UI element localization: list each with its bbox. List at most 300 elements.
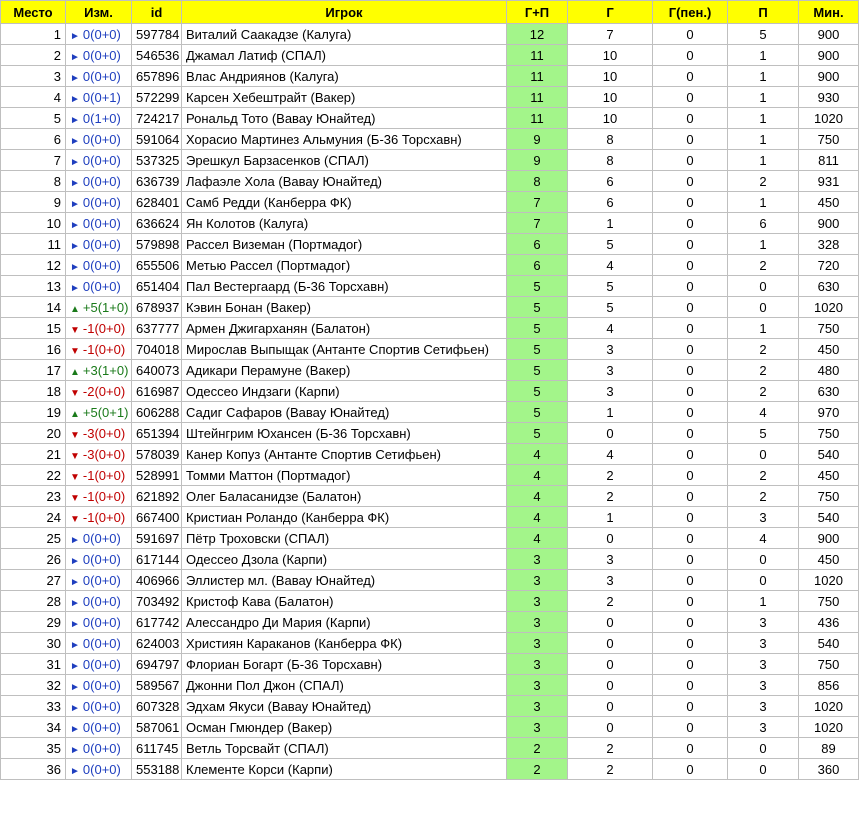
minutes-cell: 750 (799, 423, 859, 444)
goals-cell: 3 (568, 381, 653, 402)
arrow-right-icon: ► (70, 261, 80, 273)
player-cell: Одессео Индзаги (Карпи) (182, 381, 507, 402)
place-cell: 10 (1, 213, 66, 234)
arrow-right-icon: ► (70, 282, 80, 294)
player-cell: Ветль Торсвайт (СПАЛ) (182, 738, 507, 759)
change-cell (66, 129, 132, 150)
minutes-cell: 930 (799, 87, 859, 108)
minutes-cell: 1020 (799, 717, 859, 738)
place-cell: 8 (1, 171, 66, 192)
goals-assists-cell: 9 (507, 129, 568, 150)
change-value: 0(0+0) (82, 131, 121, 147)
goals-cell: 0 (568, 675, 653, 696)
minutes-cell: 450 (799, 192, 859, 213)
goals-cell: 1 (568, 507, 653, 528)
assists-cell: 1 (728, 66, 799, 87)
change-value: +5(0+1) (82, 404, 129, 420)
header-goals[interactable]: Г (568, 1, 653, 24)
table-row[interactable] (1, 465, 859, 486)
change-cell (66, 45, 132, 66)
goals-cell: 8 (568, 150, 653, 171)
place-cell: 30 (1, 633, 66, 654)
table-row[interactable] (1, 612, 859, 633)
id-cell: 651404 (132, 276, 182, 297)
player-cell: Лафаэле Хола (Вавау Юнайтед) (182, 171, 507, 192)
minutes-cell: 630 (799, 276, 859, 297)
change-cell (66, 360, 132, 381)
penalty-goals-cell: 0 (653, 444, 728, 465)
place-cell: 6 (1, 129, 66, 150)
goals-assists-cell: 3 (507, 612, 568, 633)
place-cell: 9 (1, 192, 66, 213)
change-value: 0(0+0) (82, 551, 121, 567)
goals-assists-cell: 5 (507, 381, 568, 402)
table-row[interactable] (1, 423, 859, 444)
goals-assists-cell: 3 (507, 549, 568, 570)
change-cell (66, 24, 132, 45)
goals-assists-cell: 4 (507, 444, 568, 465)
goals-assists-cell: 7 (507, 213, 568, 234)
goals-cell: 5 (568, 297, 653, 318)
header-minutes[interactable]: Мин. (799, 1, 859, 24)
change-value: 0(0+0) (82, 173, 121, 189)
player-cell: Рассел Виземан (Портмадог) (182, 234, 507, 255)
table-row[interactable] (1, 759, 859, 780)
table-row[interactable] (1, 381, 859, 402)
change-value: 0(0+0) (82, 68, 121, 84)
arrow-right-icon: ► (70, 240, 80, 252)
table-row[interactable] (1, 738, 859, 759)
change-cell (66, 150, 132, 171)
player-cell: Джонни Пол Джон (СПАЛ) (182, 675, 507, 696)
player-cell: Флориан Богарт (Б-36 Торсхавн) (182, 654, 507, 675)
id-cell: 591064 (132, 129, 182, 150)
change-cell (66, 675, 132, 696)
place-cell: 31 (1, 654, 66, 675)
place-cell: 19 (1, 402, 66, 423)
player-cell: Ян Колотов (Калуга) (182, 213, 507, 234)
header-goals-assists[interactable]: Г+П (507, 1, 568, 24)
change-cell (66, 444, 132, 465)
penalty-goals-cell: 0 (653, 255, 728, 276)
place-cell: 28 (1, 591, 66, 612)
penalty-goals-cell: 0 (653, 675, 728, 696)
table-row[interactable] (1, 339, 859, 360)
goals-cell: 0 (568, 528, 653, 549)
assists-cell: 3 (728, 654, 799, 675)
assists-cell: 2 (728, 339, 799, 360)
change-value: -1(0+0) (82, 341, 126, 357)
minutes-cell: 450 (799, 465, 859, 486)
table-row[interactable] (1, 108, 859, 129)
goals-cell: 10 (568, 45, 653, 66)
penalty-goals-cell: 0 (653, 381, 728, 402)
goals-assists-cell: 3 (507, 654, 568, 675)
minutes-cell: 750 (799, 654, 859, 675)
change-value: 0(0+0) (82, 719, 121, 735)
table-row[interactable] (1, 717, 859, 738)
arrow-up-icon: ▲ (70, 408, 80, 420)
table-row[interactable] (1, 255, 859, 276)
table-row[interactable] (1, 234, 859, 255)
goals-cell: 7 (568, 24, 653, 45)
arrow-right-icon: ► (70, 702, 80, 714)
id-cell: 616987 (132, 381, 182, 402)
id-cell: 724217 (132, 108, 182, 129)
table-row[interactable] (1, 360, 859, 381)
change-cell (66, 423, 132, 444)
table-row[interactable] (1, 318, 859, 339)
arrow-right-icon: ► (70, 30, 80, 42)
minutes-cell: 450 (799, 339, 859, 360)
table-row[interactable] (1, 486, 859, 507)
place-cell: 11 (1, 234, 66, 255)
change-value: 0(0+0) (82, 698, 121, 714)
penalty-goals-cell: 0 (653, 318, 728, 339)
table-row[interactable] (1, 402, 859, 423)
assists-cell: 0 (728, 570, 799, 591)
change-value: 0(0+0) (82, 635, 121, 651)
place-cell: 20 (1, 423, 66, 444)
player-cell: Кэвин Бонан (Вакер) (182, 297, 507, 318)
goals-cell: 2 (568, 591, 653, 612)
minutes-cell: 900 (799, 66, 859, 87)
assists-cell: 3 (728, 717, 799, 738)
assists-cell: 2 (728, 486, 799, 507)
table-row[interactable] (1, 66, 859, 87)
change-cell (66, 654, 132, 675)
arrow-right-icon: ► (70, 135, 80, 147)
change-value: 0(0+0) (82, 593, 121, 609)
penalty-goals-cell: 0 (653, 486, 728, 507)
player-cell: Томми Маттон (Портмадог) (182, 465, 507, 486)
id-cell: 589567 (132, 675, 182, 696)
place-cell: 22 (1, 465, 66, 486)
goals-assists-cell: 3 (507, 675, 568, 696)
arrow-right-icon: ► (70, 723, 80, 735)
goals-cell: 10 (568, 66, 653, 87)
table-row[interactable] (1, 87, 859, 108)
change-cell (66, 738, 132, 759)
goals-cell: 10 (568, 87, 653, 108)
minutes-cell: 328 (799, 234, 859, 255)
assists-cell: 6 (728, 213, 799, 234)
goals-assists-cell: 2 (507, 759, 568, 780)
table-row[interactable] (1, 591, 859, 612)
goals-cell: 0 (568, 696, 653, 717)
goals-cell: 0 (568, 423, 653, 444)
id-cell: 617742 (132, 612, 182, 633)
penalty-goals-cell: 0 (653, 45, 728, 66)
assists-cell: 1 (728, 591, 799, 612)
table-row[interactable] (1, 696, 859, 717)
penalty-goals-cell: 0 (653, 108, 728, 129)
table-row[interactable] (1, 192, 859, 213)
goals-assists-cell: 4 (507, 465, 568, 486)
header-penalty-goals[interactable]: Г(пен.) (653, 1, 728, 24)
minutes-cell: 970 (799, 402, 859, 423)
assists-cell: 3 (728, 675, 799, 696)
table-row[interactable] (1, 675, 859, 696)
table-row[interactable] (1, 633, 859, 654)
place-cell: 27 (1, 570, 66, 591)
id-cell: 528991 (132, 465, 182, 486)
penalty-goals-cell: 0 (653, 738, 728, 759)
header-id[interactable]: id (132, 1, 182, 24)
goals-assists-cell: 5 (507, 402, 568, 423)
goals-cell: 0 (568, 612, 653, 633)
minutes-cell: 450 (799, 549, 859, 570)
penalty-goals-cell: 0 (653, 129, 728, 150)
change-value: -1(0+0) (82, 509, 126, 525)
table-row[interactable] (1, 507, 859, 528)
place-cell: 15 (1, 318, 66, 339)
place-cell: 32 (1, 675, 66, 696)
player-cell: Християн Караканов (Канберра ФК) (182, 633, 507, 654)
player-cell: Эрешкул Барзасенков (СПАЛ) (182, 150, 507, 171)
table-row[interactable] (1, 129, 859, 150)
goals-assists-cell: 5 (507, 423, 568, 444)
id-cell: 636624 (132, 213, 182, 234)
minutes-cell: 900 (799, 45, 859, 66)
change-value: 0(0+0) (82, 236, 121, 252)
penalty-goals-cell: 0 (653, 423, 728, 444)
minutes-cell: 540 (799, 507, 859, 528)
arrow-right-icon: ► (70, 618, 80, 630)
change-cell (66, 234, 132, 255)
penalty-goals-cell: 0 (653, 171, 728, 192)
penalty-goals-cell: 0 (653, 654, 728, 675)
goals-assists-cell: 11 (507, 87, 568, 108)
goals-assists-cell: 11 (507, 66, 568, 87)
minutes-cell: 900 (799, 528, 859, 549)
assists-cell: 3 (728, 633, 799, 654)
penalty-goals-cell: 0 (653, 507, 728, 528)
penalty-goals-cell: 0 (653, 402, 728, 423)
penalty-goals-cell: 0 (653, 612, 728, 633)
id-cell: 578039 (132, 444, 182, 465)
assists-cell: 1 (728, 192, 799, 213)
goals-cell: 0 (568, 633, 653, 654)
change-value: 0(0+0) (82, 740, 121, 756)
assists-cell: 1 (728, 129, 799, 150)
arrow-right-icon: ► (70, 576, 80, 588)
penalty-goals-cell: 0 (653, 759, 728, 780)
goals-cell: 1 (568, 402, 653, 423)
table-row[interactable] (1, 213, 859, 234)
goals-cell: 2 (568, 486, 653, 507)
assists-cell: 2 (728, 171, 799, 192)
change-value: 0(0+0) (82, 530, 121, 546)
header-player[interactable]: Игрок (182, 1, 507, 24)
change-value: 0(0+0) (82, 26, 121, 42)
goals-cell: 2 (568, 759, 653, 780)
change-cell (66, 339, 132, 360)
id-cell: 655506 (132, 255, 182, 276)
arrow-up-icon: ▲ (70, 303, 80, 315)
change-value: 0(1+0) (82, 110, 121, 126)
player-cell: Влас Андриянов (Калуга) (182, 66, 507, 87)
goals-assists-cell: 3 (507, 591, 568, 612)
change-value: +3(1+0) (82, 362, 129, 378)
penalty-goals-cell: 0 (653, 696, 728, 717)
table-row[interactable] (1, 570, 859, 591)
assists-cell: 1 (728, 45, 799, 66)
place-cell: 18 (1, 381, 66, 402)
change-cell (66, 276, 132, 297)
id-cell: 406966 (132, 570, 182, 591)
player-cell: Олег Баласанидзе (Балатон) (182, 486, 507, 507)
arrow-right-icon: ► (70, 198, 80, 210)
change-value: 0(0+0) (82, 47, 121, 63)
table-row[interactable] (1, 549, 859, 570)
header-place[interactable]: Место (1, 1, 66, 24)
table-row[interactable] (1, 150, 859, 171)
goals-cell: 5 (568, 276, 653, 297)
change-cell (66, 171, 132, 192)
change-value: -3(0+0) (82, 425, 126, 441)
goals-assists-cell: 12 (507, 24, 568, 45)
header-change[interactable]: Изм. (66, 1, 132, 24)
player-cell: Пётр Троховски (СПАЛ) (182, 528, 507, 549)
table-row[interactable] (1, 528, 859, 549)
player-cell: Клементе Корси (Карпи) (182, 759, 507, 780)
table-row[interactable] (1, 24, 859, 45)
goals-assists-cell: 5 (507, 276, 568, 297)
change-cell (66, 297, 132, 318)
player-cell: Самб Редди (Канберра ФК) (182, 192, 507, 213)
penalty-goals-cell: 0 (653, 570, 728, 591)
minutes-cell: 480 (799, 360, 859, 381)
goals-assists-cell: 5 (507, 297, 568, 318)
penalty-goals-cell: 0 (653, 276, 728, 297)
goals-cell: 4 (568, 444, 653, 465)
minutes-cell: 1020 (799, 297, 859, 318)
change-value: 0(0+0) (82, 152, 121, 168)
arrow-right-icon: ► (70, 534, 80, 546)
place-cell: 12 (1, 255, 66, 276)
minutes-cell: 900 (799, 213, 859, 234)
change-value: 0(0+0) (82, 656, 121, 672)
change-cell (66, 570, 132, 591)
player-cell: Мирослав Выпыщак (Антанте Спортив Сетифьен) (182, 339, 507, 360)
goals-assists-cell: 11 (507, 45, 568, 66)
change-cell (66, 507, 132, 528)
player-cell: Пал Вестергаард (Б-36 Торсхавн) (182, 276, 507, 297)
id-cell: 606288 (132, 402, 182, 423)
arrow-right-icon: ► (70, 177, 80, 189)
header-row (1, 1, 859, 24)
change-cell (66, 528, 132, 549)
change-value: 0(0+1) (82, 89, 121, 105)
goals-assists-cell: 6 (507, 255, 568, 276)
change-value: 0(0+0) (82, 194, 121, 210)
goals-cell: 3 (568, 549, 653, 570)
place-cell: 23 (1, 486, 66, 507)
goals-cell: 2 (568, 738, 653, 759)
arrow-up-icon: ▲ (70, 366, 80, 378)
arrow-right-icon: ► (70, 51, 80, 63)
player-cell: Армен Джигарханян (Балатон) (182, 318, 507, 339)
player-cell: Адикари Перамуне (Вакер) (182, 360, 507, 381)
change-cell (66, 66, 132, 87)
table-row[interactable] (1, 654, 859, 675)
id-cell: 579898 (132, 234, 182, 255)
arrow-right-icon: ► (70, 156, 80, 168)
table-row[interactable] (1, 444, 859, 465)
table-row[interactable] (1, 45, 859, 66)
place-cell: 13 (1, 276, 66, 297)
goals-assists-cell: 9 (507, 150, 568, 171)
goals-cell: 3 (568, 360, 653, 381)
id-cell: 546536 (132, 45, 182, 66)
goals-assists-cell: 4 (507, 486, 568, 507)
minutes-cell: 89 (799, 738, 859, 759)
change-value: -2(0+0) (82, 383, 126, 399)
penalty-goals-cell: 0 (653, 717, 728, 738)
assists-cell: 0 (728, 297, 799, 318)
minutes-cell: 540 (799, 444, 859, 465)
assists-cell: 0 (728, 276, 799, 297)
arrow-right-icon: ► (70, 597, 80, 609)
minutes-cell: 1020 (799, 570, 859, 591)
assists-cell: 0 (728, 738, 799, 759)
table-row[interactable] (1, 171, 859, 192)
arrow-right-icon: ► (70, 681, 80, 693)
change-cell (66, 465, 132, 486)
goals-cell: 2 (568, 465, 653, 486)
player-cell: Штейнгрим Юхансен (Б-36 Торсхавн) (182, 423, 507, 444)
goals-assists-cell: 4 (507, 507, 568, 528)
table-row[interactable] (1, 276, 859, 297)
assists-cell: 2 (728, 465, 799, 486)
assists-cell: 3 (728, 612, 799, 633)
arrow-down-icon: ▼ (70, 450, 80, 462)
place-cell: 5 (1, 108, 66, 129)
change-cell (66, 108, 132, 129)
goals-assists-cell: 11 (507, 108, 568, 129)
assists-cell: 1 (728, 318, 799, 339)
penalty-goals-cell: 0 (653, 528, 728, 549)
goals-assists-cell: 3 (507, 696, 568, 717)
id-cell: 657896 (132, 66, 182, 87)
id-cell: 591697 (132, 528, 182, 549)
player-cell: Кристоф Кава (Балатон) (182, 591, 507, 612)
id-cell: 678937 (132, 297, 182, 318)
header-assists[interactable]: П (728, 1, 799, 24)
id-cell: 621892 (132, 486, 182, 507)
arrow-right-icon: ► (70, 639, 80, 651)
goals-assists-cell: 3 (507, 570, 568, 591)
change-cell (66, 759, 132, 780)
goals-cell: 1 (568, 213, 653, 234)
goals-assists-cell: 2 (507, 738, 568, 759)
table-row[interactable] (1, 297, 859, 318)
goals-assists-cell: 5 (507, 339, 568, 360)
goals-cell: 4 (568, 318, 653, 339)
change-value: 0(0+0) (82, 215, 121, 231)
change-value: 0(0+0) (82, 278, 121, 294)
minutes-cell: 720 (799, 255, 859, 276)
penalty-goals-cell: 0 (653, 150, 728, 171)
goals-assists-cell: 4 (507, 528, 568, 549)
id-cell: 667400 (132, 507, 182, 528)
assists-cell: 1 (728, 87, 799, 108)
minutes-cell: 360 (799, 759, 859, 780)
player-cell: Садиг Сафаров (Вавау Юнайтед) (182, 402, 507, 423)
id-cell: 637777 (132, 318, 182, 339)
goals-cell: 6 (568, 192, 653, 213)
